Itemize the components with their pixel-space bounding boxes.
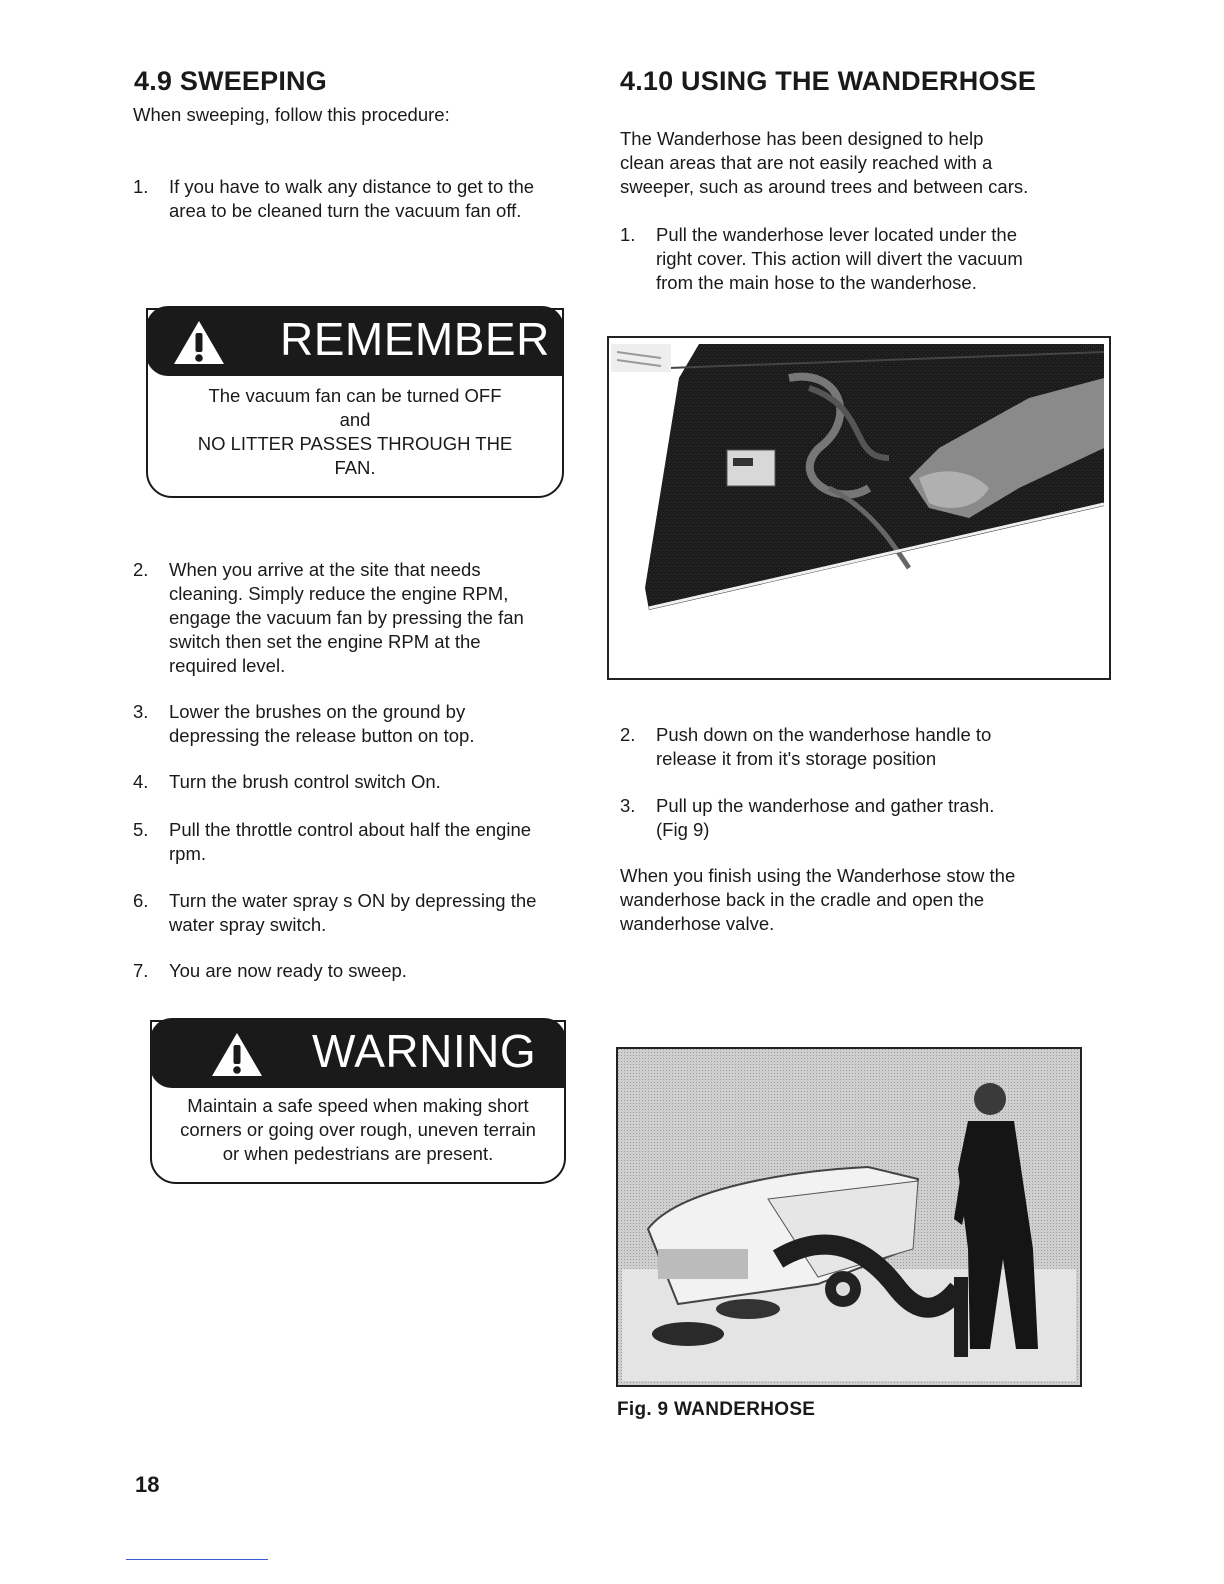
sweeping-intro: When sweeping, follow this procedure: (133, 104, 450, 125)
remember-body: The vacuum fan can be turned OFF and NO LITTER PASSES THROUGH THE FAN. (197, 385, 513, 478)
wanderhose-photo (616, 1047, 1082, 1387)
remember-header (146, 306, 564, 376)
footer-rule (126, 1559, 268, 1560)
warning-triangle-icon (172, 318, 226, 366)
section-heading-sweeping: 4.9 SWEEPING (134, 66, 327, 96)
engine-photo-illustration (609, 338, 1109, 678)
engine-compartment-photo (607, 336, 1111, 680)
remember-callout (146, 308, 564, 498)
wanderhose-intro: The Wanderhose has been designed to help clean areas that are not easily reached with a sweeper, such as around trees and between cars. (620, 128, 1029, 197)
section-heading-wanderhose: 4.10 USING THE WANDERHOSE (620, 66, 1037, 96)
warning-body: Maintain a safe speed when making short corners or going over rough, uneven terrain or when pedestrians are present. (180, 1095, 536, 1164)
figure-caption: Fig. 9 WANDERHOSE (617, 1399, 816, 1420)
wanderhose-photo-illustration (618, 1049, 1080, 1385)
remember-title: REMEMBER (280, 313, 550, 365)
warning-callout (150, 1020, 566, 1184)
warning-header (150, 1018, 566, 1088)
warning-title: WARNING (312, 1025, 537, 1077)
warning-triangle-icon (210, 1030, 264, 1078)
page-number: 18 (135, 1472, 160, 1497)
wanderhose-closing: When you finish using the Wanderhose stow the wanderhose back in the cradle and open the wanderhose valve. (620, 865, 1016, 934)
